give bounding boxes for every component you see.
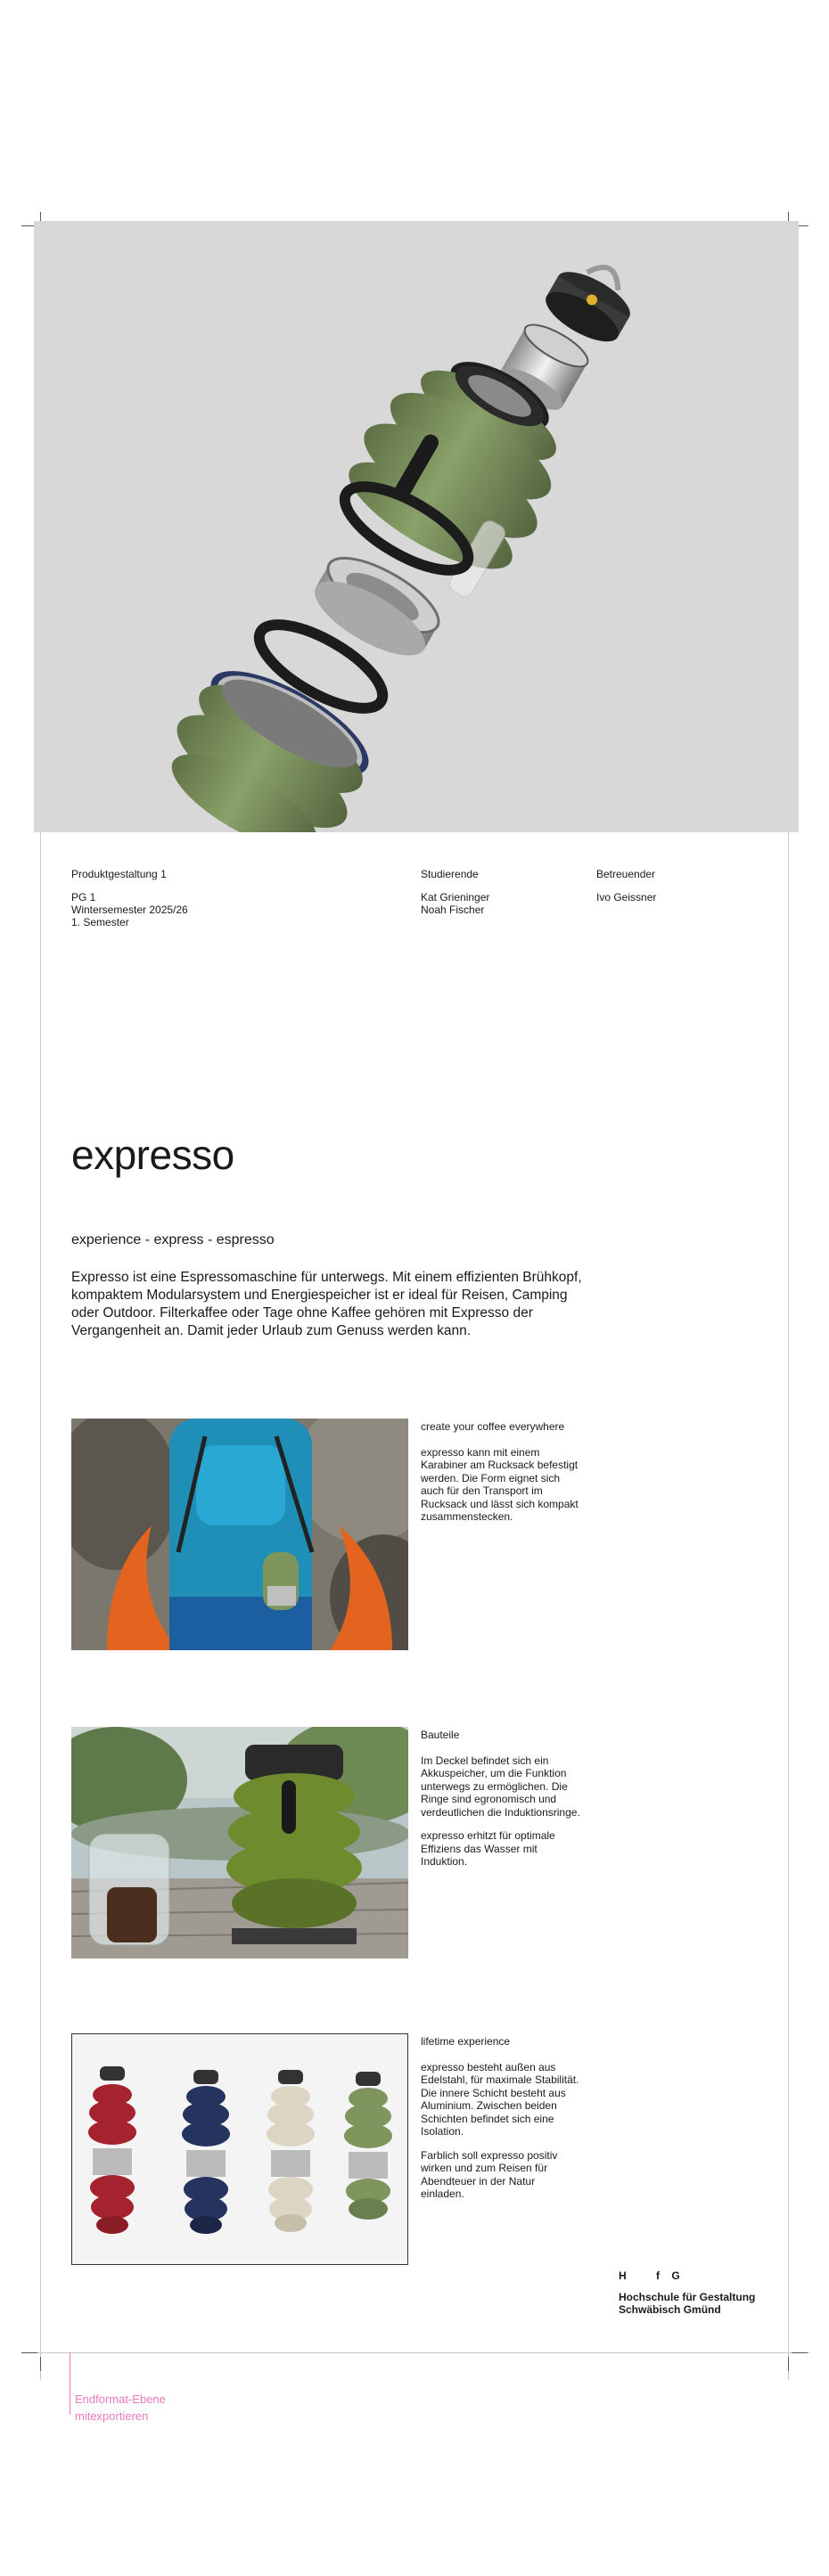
export-note [75,2391,166,2425]
project-intro: Expresso ist eine Espressomaschine für unterwegs. Mit einem effizienten Brühkopf, kompaktem Modularsystem und Energiespeicher ist er ideal für Reisen, Camping oder Outdoor. Filterkaffee oder Tage ohne Kaffee gehören mit Expresso der Vergangenheit an. Damit jeder Urlaub zum Genuss werden kann. [71,1270,582,1338]
advisor-info [596,868,656,904]
crop-mark [792,2352,808,2353]
crop-mark [788,2357,789,2371]
export-note-line: mitexportieren [75,2409,149,2423]
section-heading: lifetime experience [421,2035,511,2048]
course-line: PG 1 [71,891,96,904]
logo-line: Hochschule für Gestaltung [619,2291,756,2303]
course-info [71,868,188,928]
section-lifetime [421,2035,581,2212]
project-title: expresso [71,1132,234,1178]
section-text: Im Deckel befindet sich ein Akkuspeicher, um die Funktion unterwegs zu ermöglichen. Die Ringe sind egronomisch und verdeutlichen die Induktionsringe. [421,1754,580,1819]
section-heading: Bauteile [421,1729,460,1741]
variant-blue [182,2070,230,2234]
section-text: Farblich soll expresso positiv wirken und zum Reisen für Abendteuer in der Natur einladen. [421,2148,558,2200]
students-info [421,868,489,916]
variant-red [88,2066,136,2234]
course-line: 1. Semester [71,916,129,928]
color-variants-image [71,2033,408,2265]
section-text: expresso erhitzt für optimale Effiziens das Wasser mit Induktion. [421,1829,555,1868]
crop-mark [21,2352,37,2353]
guide-bottom [21,2352,809,2353]
student-name: Kat Grieninger [421,891,490,904]
course-line: Wintersemester 2025/26 [71,904,188,916]
logo-line: Schwäbisch Gmünd [619,2303,721,2316]
section-components [421,1729,581,1879]
advisor-label: Betreuender [596,868,656,880]
hero-image [34,221,799,832]
export-note-line: Endformat-Ebene [75,2392,166,2406]
student-name: Noah Fischer [421,904,485,916]
section-heading: create your coffee everywhere [421,1420,565,1433]
backpack-photo [71,1419,408,1650]
students-label: Studierende [421,868,479,880]
section-text: expresso besteht außen aus Edelstahl, für maximale Stabilität. Die innere Schicht besteht aus Aluminium. Zwischen beiden Schichten befindet sich eine Isolation. [421,2060,579,2138]
section-usage [421,1420,581,1534]
hfg-logo [619,2269,755,2316]
advisor-name: Ivo Geissner [596,891,657,904]
exploded-product-illustration [34,221,799,832]
project-tagline: experience - express - espresso [71,1232,275,1247]
table-photo [71,1727,408,1959]
section-text: expresso kann mit einem Karabiner am Rucksack befestigt werden. Die Form eignet sich auch für den Transport im Rucksack und lässt sich kompakt zusammenstecken. [421,1445,579,1523]
crop-mark [40,2357,41,2371]
variant-cream [267,2070,315,2232]
course-name: Produktgestaltung 1 [71,868,167,880]
logo-mark: H f G [619,2269,680,2282]
